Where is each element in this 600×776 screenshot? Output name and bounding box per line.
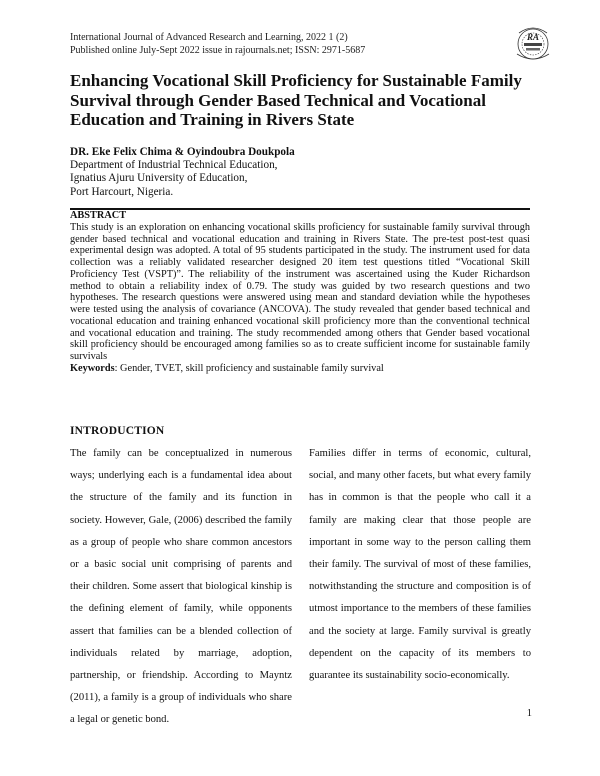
journal-header bbox=[70, 31, 510, 57]
page-number: 1 bbox=[526, 708, 532, 719]
affiliation-department: Department of Industrial Technical Education, bbox=[70, 159, 278, 172]
affiliation-location: Port Harcourt, Nigeria. bbox=[70, 185, 174, 198]
paper-title: Enhancing Vocational Skill Proficiency for Sustainable Family Survival through Gender Based Technical and Vocational Education and Training in Rivers State bbox=[70, 71, 522, 129]
introduction-right-column: Families differ in terms of economic, cultural, social, and many other facets, but what every family has in common is that the people who call it a family are making clear that those people are important in some way to the person calling them their family. The survival of most of these families, notwithstanding the structure and composition is of utmost importance to the members of these families and the society at large. Family survival is greatly dependent on the capacity of its members to guarantee its sustainability socio-economically. bbox=[309, 448, 531, 682]
keywords-line bbox=[70, 363, 530, 375]
keywords-label: Keywords bbox=[70, 362, 115, 374]
introduction-left-column: The family can be conceptualized in numerous ways; underlying each is a fundamental idea about the structure of the family and its function in society. However, Gale, (2006) described the family as a group of people who share common ancestors or a basic social unit comprising of parents and their children. Some assert that biological kinship is the defining element of family, while opponents assert that families can be a blended collection of individuals related by marriage, adoption, partnership, or friendship. According to Mayntz (2011), a family is a group of individuals who share a legal or genetic bond. bbox=[70, 448, 292, 726]
abstract-text: This study is an exploration on enhancing vocational skills proficiency for sustainable family survival through gender based technical and vocational education and training in Rivers State. The pre-test post-test quasi experimental design was adopted. A total of 95 students participated in the study. The instrument used for data collection was a reliably validated researcher designed 20 item test questions titled “Vocational Skill Proficiency Test (VSPT)”. The reliability of the instrument was ascertained using the Kuder Richardson method to obtain a reliability index of 0.79. The study was guided by two research questions and two hypotheses. The research questions were answered using mean and standard deviation while the hypotheses were tested using the analysis of covariance (ANCOVA). The study revealed that gender based technical and vocational education and training enhanced vocational skill proficiency more than the conventional technical and vocational education and training. The study recommended among others that Gender based vocational skill proficiency should be encouraged among families so as to create sufficient income for sustainable family survivals bbox=[70, 221, 530, 362]
introduction-heading: INTRODUCTION bbox=[70, 425, 165, 437]
journal-publication-info: Published online July-Sept 2022 issue in rajournals.net; ISSN: 2971-5687 bbox=[70, 45, 366, 56]
author-block bbox=[70, 146, 530, 199]
author-names: DR. Eke Felix Chima & Oyindoubra Doukpola bbox=[70, 146, 295, 158]
affiliation-university: Ignatius Ajuru University of Education, bbox=[70, 172, 248, 185]
abstract-heading: ABSTRACT bbox=[70, 210, 127, 221]
svg-text:RA: RA bbox=[526, 32, 540, 42]
abstract-section bbox=[70, 210, 530, 375]
journal-citation: International Journal of Advanced Research and Learning, 2022 1 (2) bbox=[70, 32, 348, 43]
keywords-list: : Gender, TVET, skill proficiency and sustainable family survival bbox=[114, 362, 384, 374]
journal-seal-logo bbox=[511, 24, 555, 64]
